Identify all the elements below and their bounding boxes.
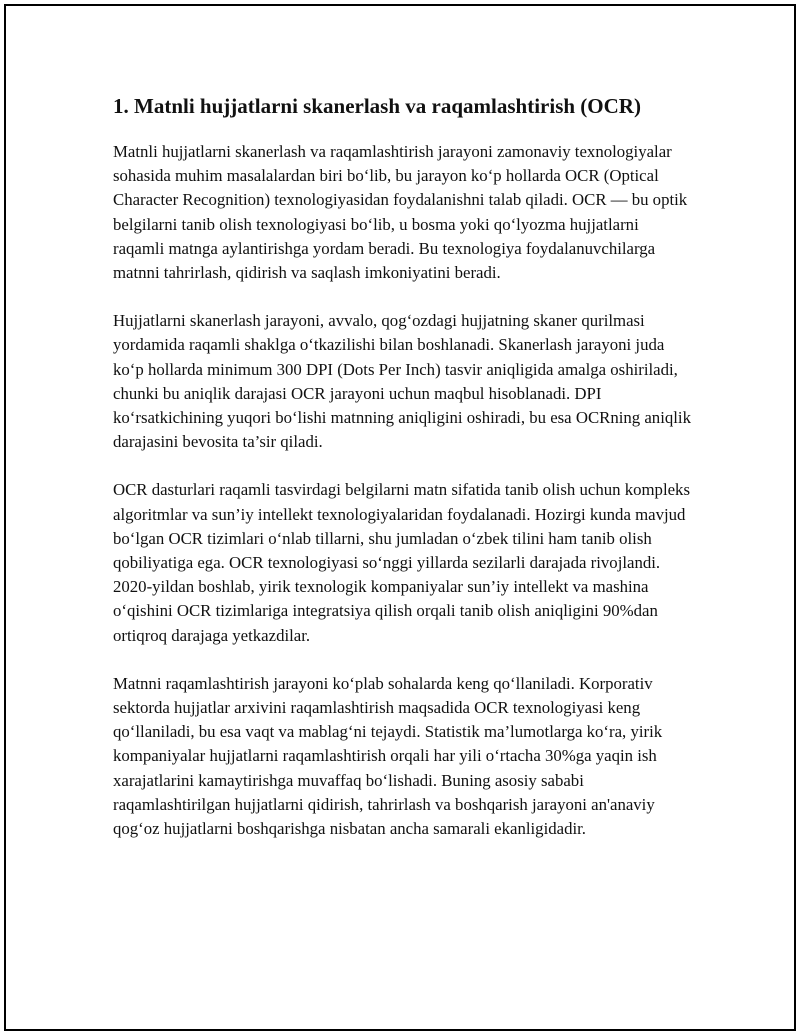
section-heading: 1. Matnli hujjatlarni skanerlash va raqamlashtirish (OCR) xyxy=(113,94,641,118)
paragraph-scanning-process: Hujjatlarni skanerlash jarayoni, avvalo, qogʻozdagi hujjatning skaner qurilmasi yordamida raqamli shaklga oʻtkazilishi bilan boshlanadi. Skanerlash jarayoni juda koʻp hollarda minimum 300 DPI (Dots Per Inch) tasvir aniqligida amalga oshiriladi, chunki bu aniqlik darajasi OCR jarayoni uchun maqbul hisoblanadi. DPI koʻrsatkichining yuqori boʻlishi matnning aniqligini oshiradi, bu esa OCRning aniqlik darajasini bevosita ta’sir qiladi. xyxy=(113,311,691,452)
document-content xyxy=(113,92,693,841)
paragraph-digitization-use: Matnni raqamlashtirish jarayoni koʻplab sohalarda keng qoʻllaniladi. Korporativ sektorda hujjatlar arxivini raqamlashtirish maqsadida OCR texnologiyasi keng qoʻllaniladi, bu esa vaqt va mablagʻni tejaydi. Statistik ma’lumotlarga koʻra, yirik kompaniyalar hujjatlarni raqamlashtirish orqali har yili oʻrtacha 30%ga yaqin ish xarajatlarini kamaytirishga muvaffaq boʻlishadi. Buning asosiy sababi raqamlashtirilgan hujjatlarni qidirish, tahrirlash va boshqarish jarayoni an'anaviy qogʻoz hujjatlarni boshqarishga nisbatan ancha samarali ekanligidadir. xyxy=(113,673,663,839)
paragraph-ocr-introduction: Matnli hujjatlarni skanerlash va raqamlashtirish jarayoni zamonaviy texnologiyalar sohasida muhim masalalardan biri boʻlib, bu jarayon koʻp hollarda OCR (Optical Character Recognition) texnologiyasidan foydalanishni talab qiladi. OCR — bu optik belgilarni tanib olish texnologiyasi boʻlib, u bosma yoki qoʻlyozma hujjatlarni raqamli matnga aylantirishga yordam beradi. Bu texnologiya foydalanuvchilarga matnni tahrirlash, qidirish va saqlash imkoniyatini beradi. xyxy=(113,142,688,283)
paragraph-ocr-software: OCR dasturlari raqamli tasvirdagi belgilarni matn sifatida tanib olish uchun kompleks algoritmlar va sun’iy intellekt texnologiyalaridan foydalanadi. Hozirgi kunda mavjud boʻlgan OCR tizimlari oʻnlab tillarni, shu jumladan oʻzbek tilini ham tanib olish qobiliyatiga ega. OCR texnologiyasi soʻnggi yillarda sezilarli darajada rivojlandi. 2020-yildan boshlab, yirik texnologik kompaniyalar sun’iy intellekt va mashina oʻqishini OCR tizimlariga integratsiya qilish orqali tanib olish aniqligini 90%dan ortiqroq darajaga yetkazdilar. xyxy=(113,480,690,645)
